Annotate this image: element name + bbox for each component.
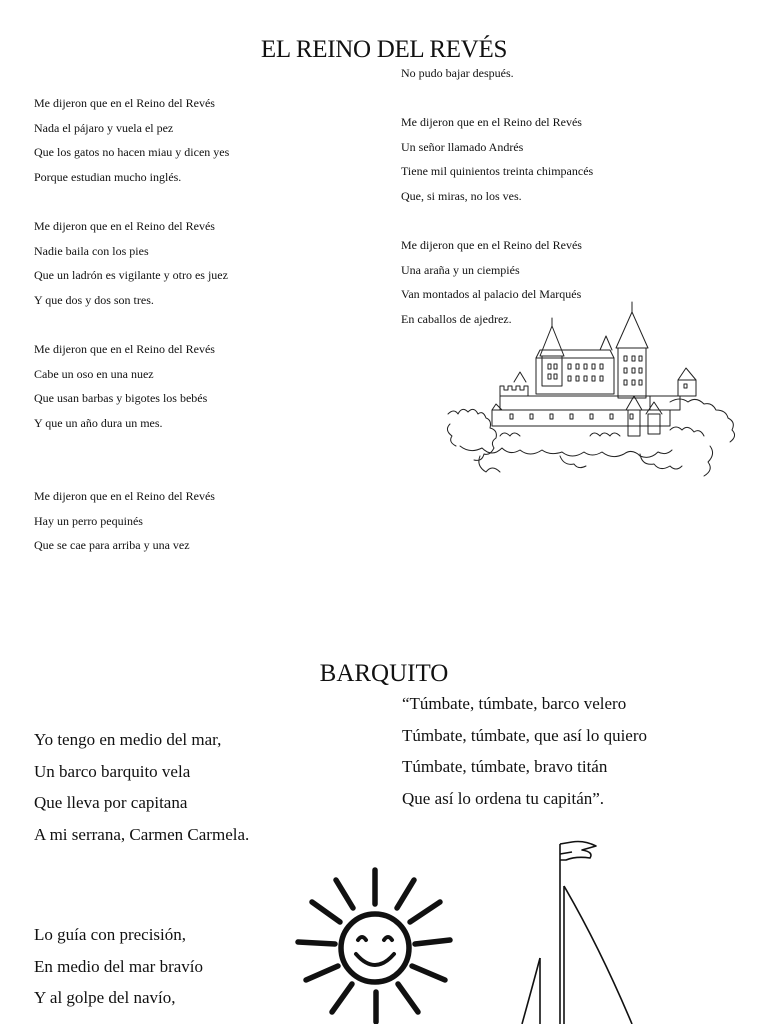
castle-illustration bbox=[440, 296, 745, 486]
verse-line: En medio del mar bravío bbox=[34, 956, 204, 976]
poem1-stanza-1 bbox=[34, 91, 229, 189]
poem1-stanza-3 bbox=[34, 337, 229, 435]
verse-line: Y que un año dura un mes. bbox=[34, 415, 163, 430]
poem1-stanza-4 bbox=[34, 484, 215, 558]
verse-line: Lo guía con precisión, bbox=[34, 925, 187, 944]
verse-line: Nada el pájaro y vuela el pez bbox=[34, 120, 174, 135]
verse-line: Me dijeron que en el Reino del Revés bbox=[34, 341, 215, 356]
verse-line: Túmbate, túmbate, que así lo quiero bbox=[402, 725, 648, 745]
poem2-chorus bbox=[402, 688, 647, 814]
poem1-title: EL REINO DEL REVÉS bbox=[260, 36, 508, 63]
poem1-stanza-2 bbox=[34, 214, 229, 312]
verse-line: “Túmbate, túmbate, barco velero bbox=[402, 694, 627, 713]
verse-line: Que usan barbas y bigotes los bebés bbox=[34, 391, 208, 406]
sailboat-illustration bbox=[510, 838, 650, 1024]
verse-line: Tiene mil quinientos treinta chimpancés bbox=[401, 164, 594, 179]
verse-line: Que los gatos no hacen miau y dicen yes bbox=[34, 145, 230, 160]
poem1-stanza-4-end bbox=[401, 61, 593, 86]
poem2-stanza-2 bbox=[34, 919, 203, 1014]
verse-line: Hay un perro pequinés bbox=[34, 513, 143, 528]
verse-line: Me dijeron que en el Reino del Revés bbox=[34, 218, 215, 233]
poem2-stanza-1 bbox=[34, 724, 249, 850]
verse-line: Me dijeron que en el Reino del Revés bbox=[401, 115, 582, 130]
verse-line: Una araña y un ciempiés bbox=[401, 262, 520, 277]
verse-line: Túmbate, túmbate, bravo titán bbox=[402, 757, 608, 776]
verse-line: Un barco barquito vela bbox=[34, 761, 191, 781]
verse-line: Que así lo ordena tu capitán”. bbox=[402, 788, 605, 808]
verse-line: Y que dos y dos son tres. bbox=[34, 292, 154, 307]
verse-line: No pudo bajar después. bbox=[401, 66, 514, 80]
verse-line: Van montados al palacio del Marqués bbox=[401, 287, 582, 302]
verse-line: Me dijeron que en el Reino del Revés bbox=[34, 96, 215, 110]
verse-line: Que, si miras, no los ves. bbox=[401, 188, 522, 203]
poem2-title: BARQUITO bbox=[319, 660, 449, 687]
poem1-left-column bbox=[34, 91, 229, 460]
verse-line: En caballos de ajedrez. bbox=[401, 311, 512, 326]
smiling-sun-icon bbox=[290, 862, 460, 1024]
verse-line: Nadie baila con los pies bbox=[34, 243, 149, 258]
verse-line: Porque estudian mucho inglés. bbox=[34, 169, 182, 184]
verse-line: Que se cae para arriba y una vez bbox=[34, 538, 190, 553]
verse-line: Me dijeron que en el Reino del Revés bbox=[401, 238, 582, 253]
verse-line: Y al golpe del navío, bbox=[34, 988, 176, 1007]
verse-line: A mi serrana, Carmen Carmela. bbox=[34, 824, 250, 844]
verse-line: Cabe un oso en una nuez bbox=[34, 366, 154, 381]
poem1-stanza-5 bbox=[401, 110, 593, 208]
verse-line: Un señor llamado Andrés bbox=[401, 139, 524, 154]
verse-line: Que un ladrón es vigilante y otro es juez bbox=[34, 268, 228, 283]
verse-line: Que lleva por capitana bbox=[34, 793, 188, 812]
verse-line: Yo tengo en medio del mar, bbox=[34, 730, 222, 749]
verse-line: Me dijeron que en el Reino del Revés bbox=[34, 489, 215, 503]
